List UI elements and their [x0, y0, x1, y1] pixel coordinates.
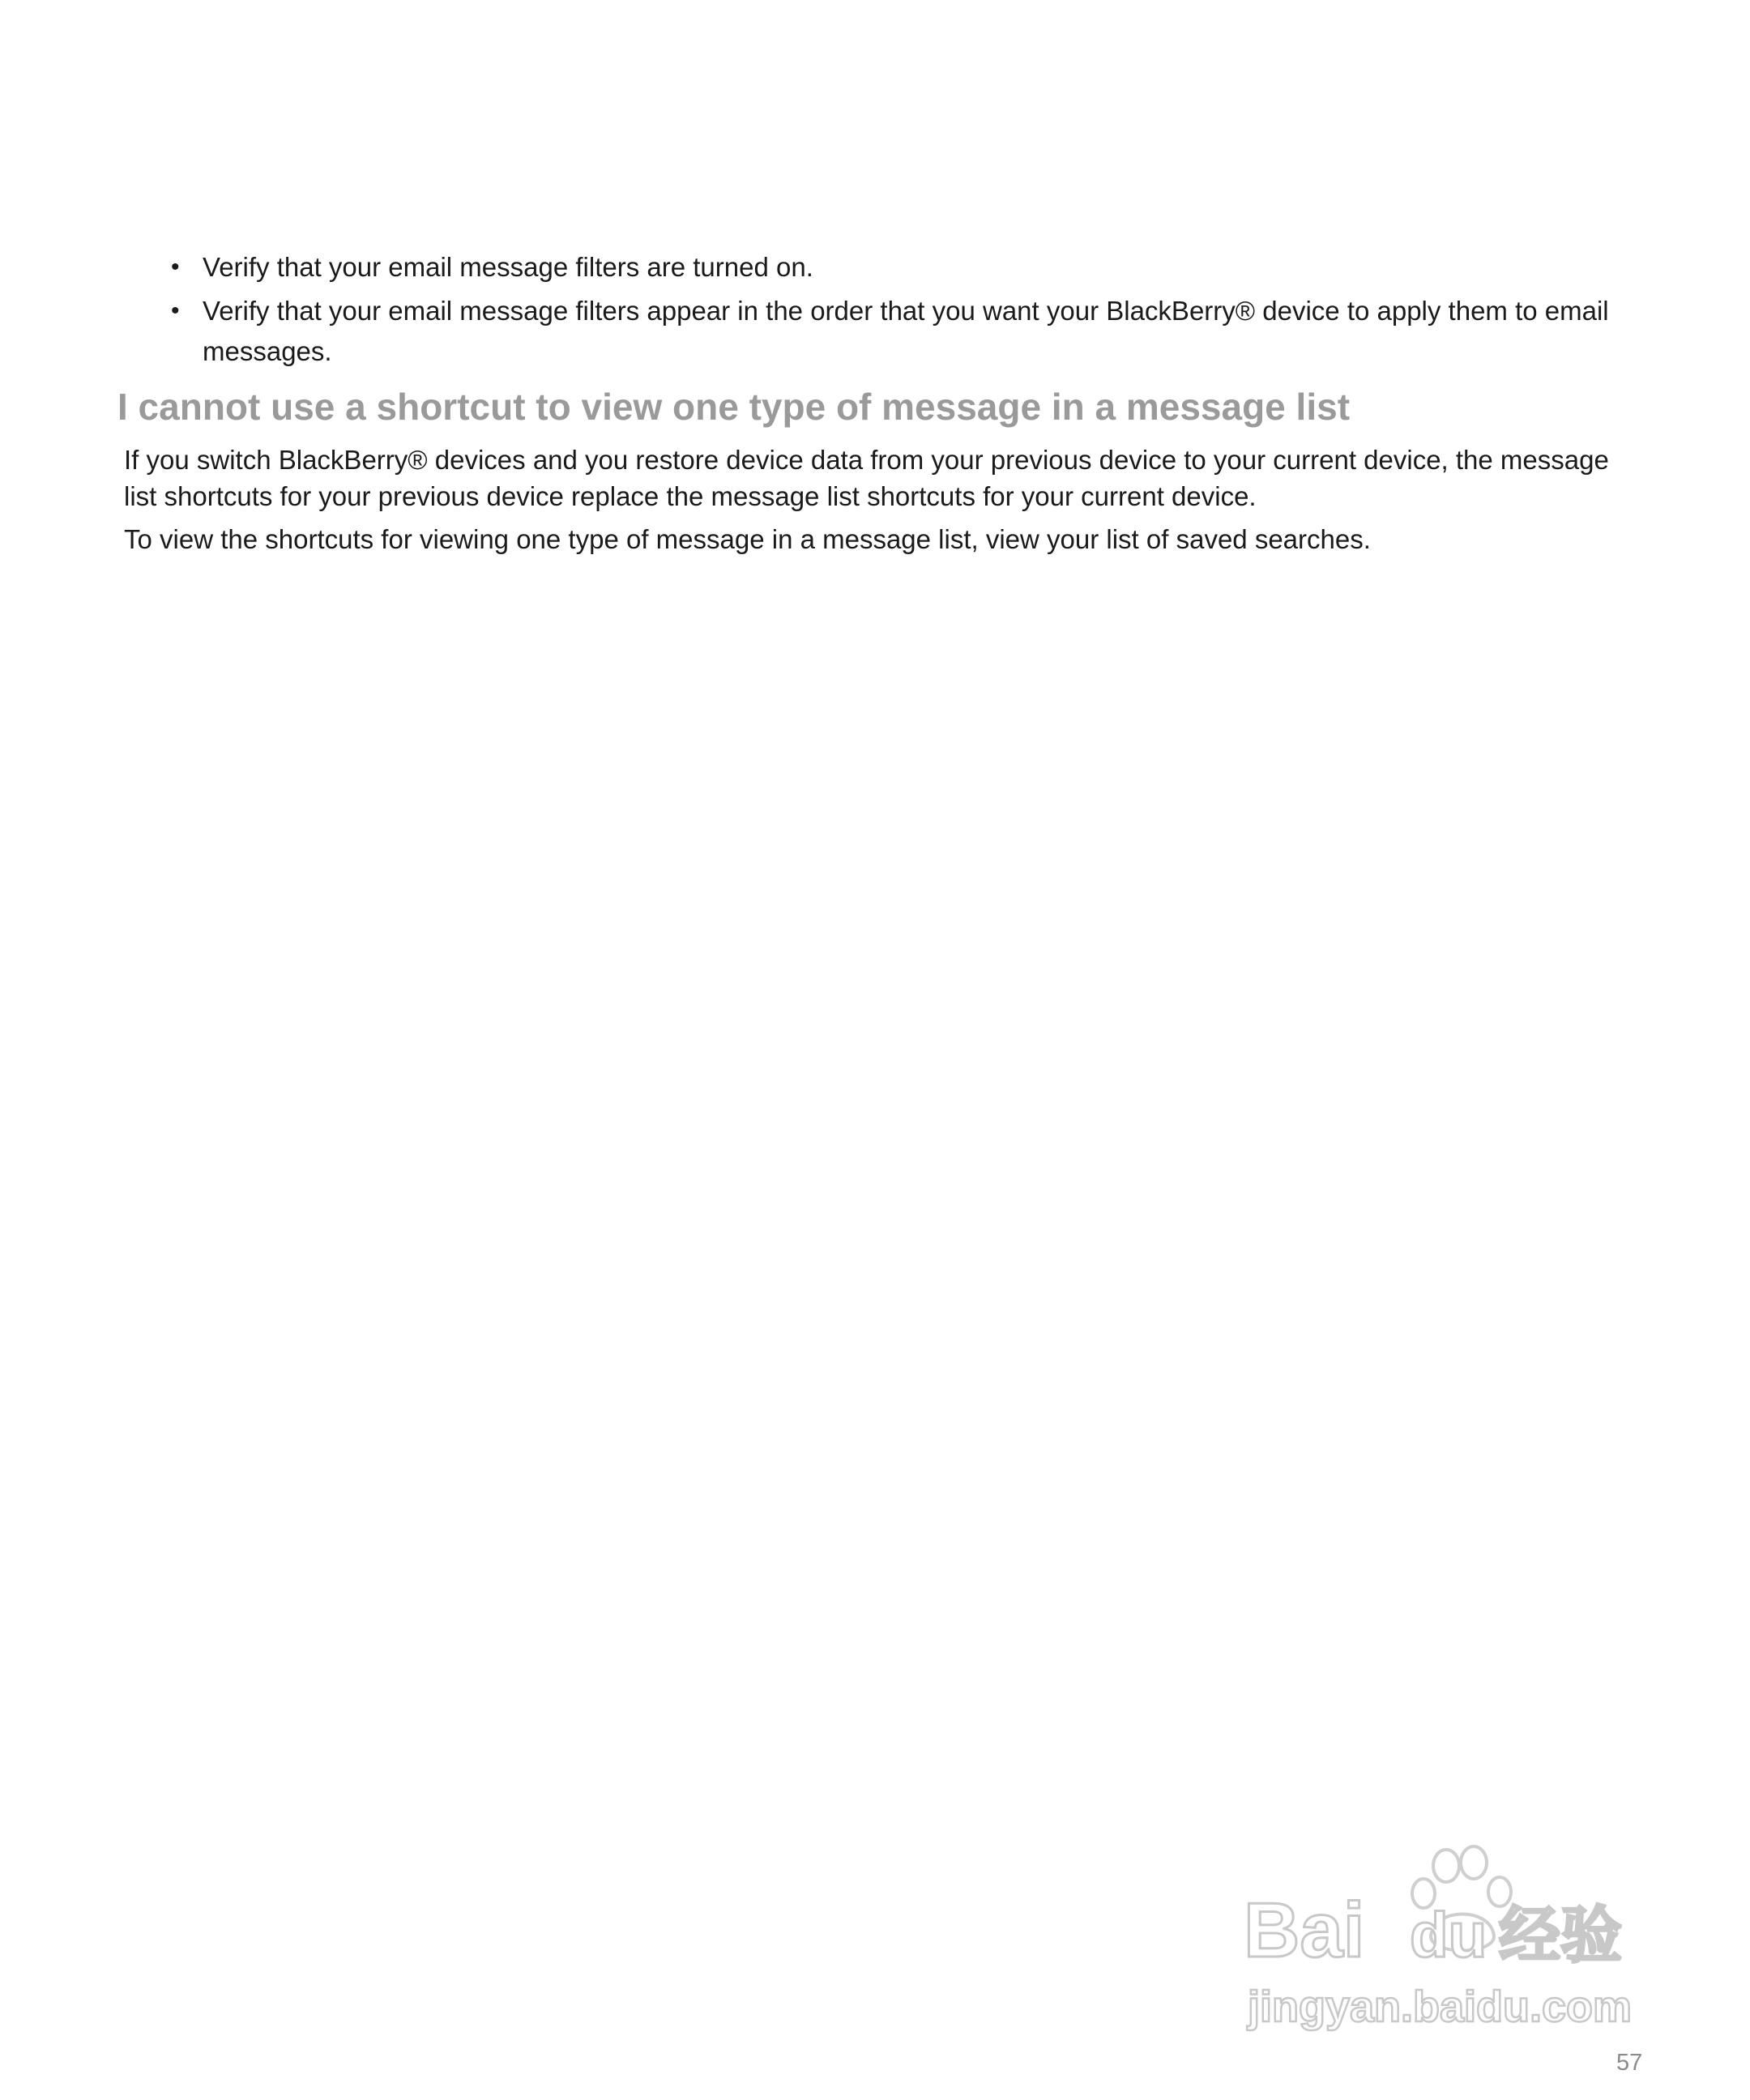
svg-text:Bai: Bai: [1244, 1887, 1365, 1974]
baidu-watermark-logo: [1244, 1843, 1665, 2038]
bullet-icon: •: [171, 254, 180, 280]
bullet-list: [166, 247, 1665, 375]
bullet-text: Verify that your email message filters are turned on.: [203, 252, 813, 282]
list-item: [166, 291, 1665, 372]
section-heading: I cannot use a shortcut to view one type of message in a message list: [117, 386, 1351, 428]
bullet-icon: •: [171, 297, 180, 324]
paragraph: To view the shortcuts for viewing one type of message in a message list, view your list of saved searches.: [124, 524, 1371, 554]
svg-text:du: du: [1410, 1899, 1488, 1970]
paragraph: If you switch BlackBerry® devices and you restore device data from your previous device to your current device, the message list shortcuts for your previous device replace the message list shortcuts for your current device.: [124, 445, 1609, 511]
svg-text:jingyan.baidu.com: jingyan.baidu.com: [1248, 1983, 1633, 2031]
list-item: [166, 247, 1665, 288]
page-number: 57: [1616, 2050, 1643, 2076]
bullet-text: Verify that your email message filters appear in the order that you want your BlackBerry® device to apply them to email messages.: [203, 296, 1609, 366]
svg-text:经验: 经验: [1499, 1899, 1622, 1971]
